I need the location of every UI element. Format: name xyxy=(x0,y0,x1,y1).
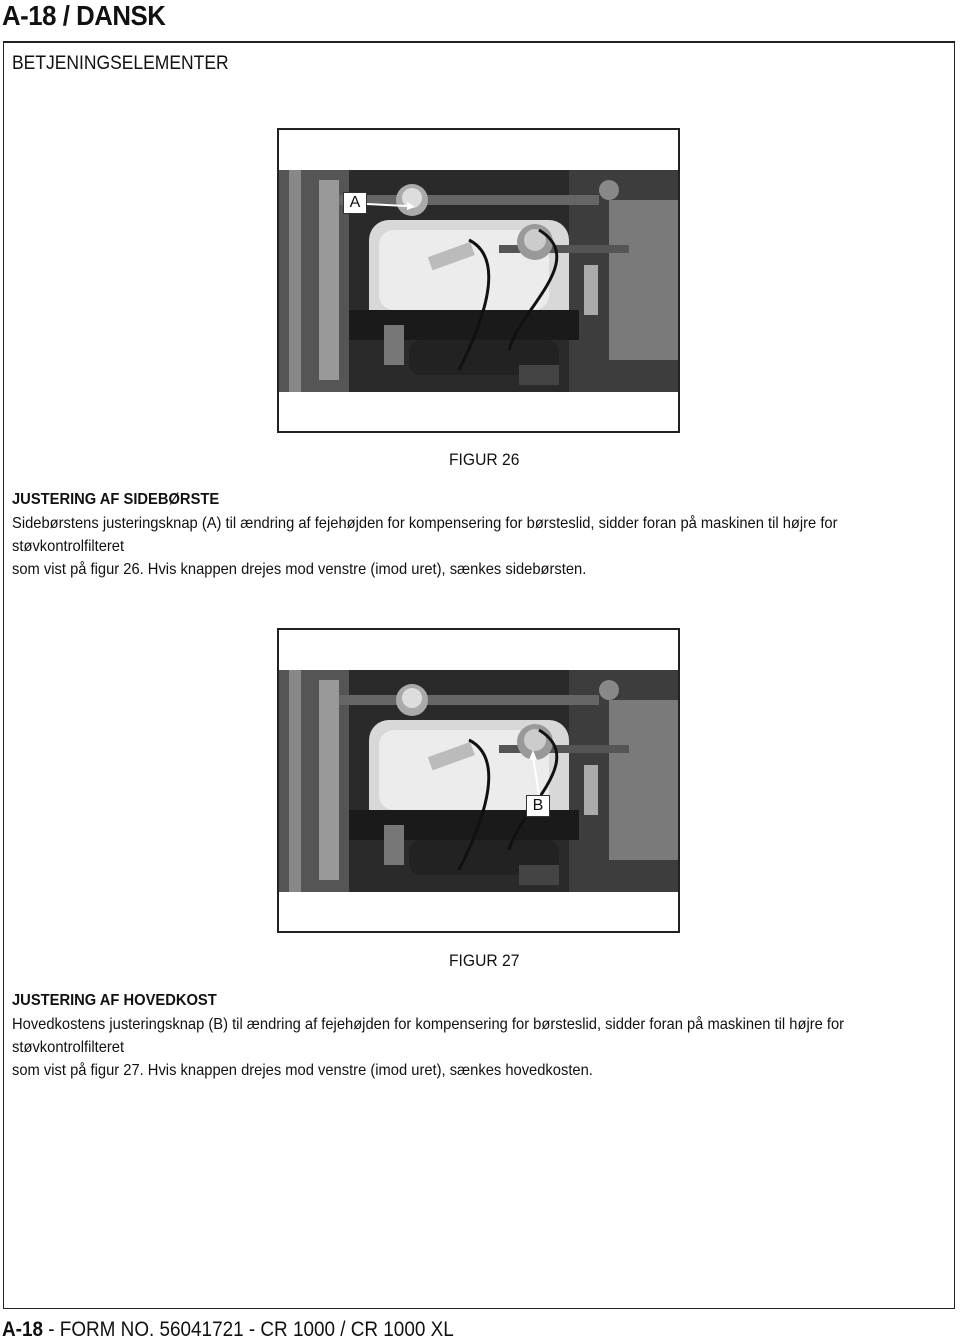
figure-27-caption: FIGUR 27 xyxy=(449,951,520,970)
machine-photo-27 xyxy=(279,670,678,892)
footer-form-number: - FORM NO. 56041721 - CR 1000 / CR 1000 XL xyxy=(42,1318,454,1341)
section-heading-main-broom: JUSTERING AF HOVEDKOST xyxy=(12,992,217,1009)
section-paragraph-side-brush xyxy=(12,512,950,581)
figure-27 xyxy=(277,628,680,933)
section-title: BETJENINGSELEMENTER xyxy=(12,53,229,74)
page-footer xyxy=(2,1318,454,1342)
figure-26-photo xyxy=(279,170,678,392)
page-title: A-18 / DANSK xyxy=(2,0,166,31)
footer-page-number: A-18 xyxy=(2,1318,43,1341)
paragraph-line: som vist på figur 27. Hvis knappen drejes mod venstre (imod uret), sænkes hovedkosten. xyxy=(12,1062,593,1079)
paragraph-line: som vist på figur 26. Hvis knappen drejes mod venstre (imod uret), sænkes sidebørsten. xyxy=(12,561,587,578)
callout-b: B xyxy=(526,795,550,817)
callout-a: A xyxy=(343,192,367,214)
paragraph-line: Hovedkostens justeringsknap (B) til ændring af fejehøjden for kompensering for børsteslid, sidder foran på maskinen til højre for støvkontrolfilteret xyxy=(12,1016,845,1056)
section-paragraph-main-broom xyxy=(12,1013,950,1082)
callout-a-arrow xyxy=(367,196,417,216)
figure-27-photo xyxy=(279,670,678,892)
page-header xyxy=(0,0,960,40)
figure-26 xyxy=(277,128,680,433)
figure-26-caption: FIGUR 26 xyxy=(449,450,520,469)
machine-photo-26 xyxy=(279,170,678,392)
paragraph-line: Sidebørstens justeringsknap (A) til ændring af fejehøjden for kompensering for børsteslid, sidder foran på maskinen til højre for støvkontrolfilteret xyxy=(12,515,838,555)
section-heading-side-brush: JUSTERING AF SIDEBØRSTE xyxy=(12,491,220,508)
